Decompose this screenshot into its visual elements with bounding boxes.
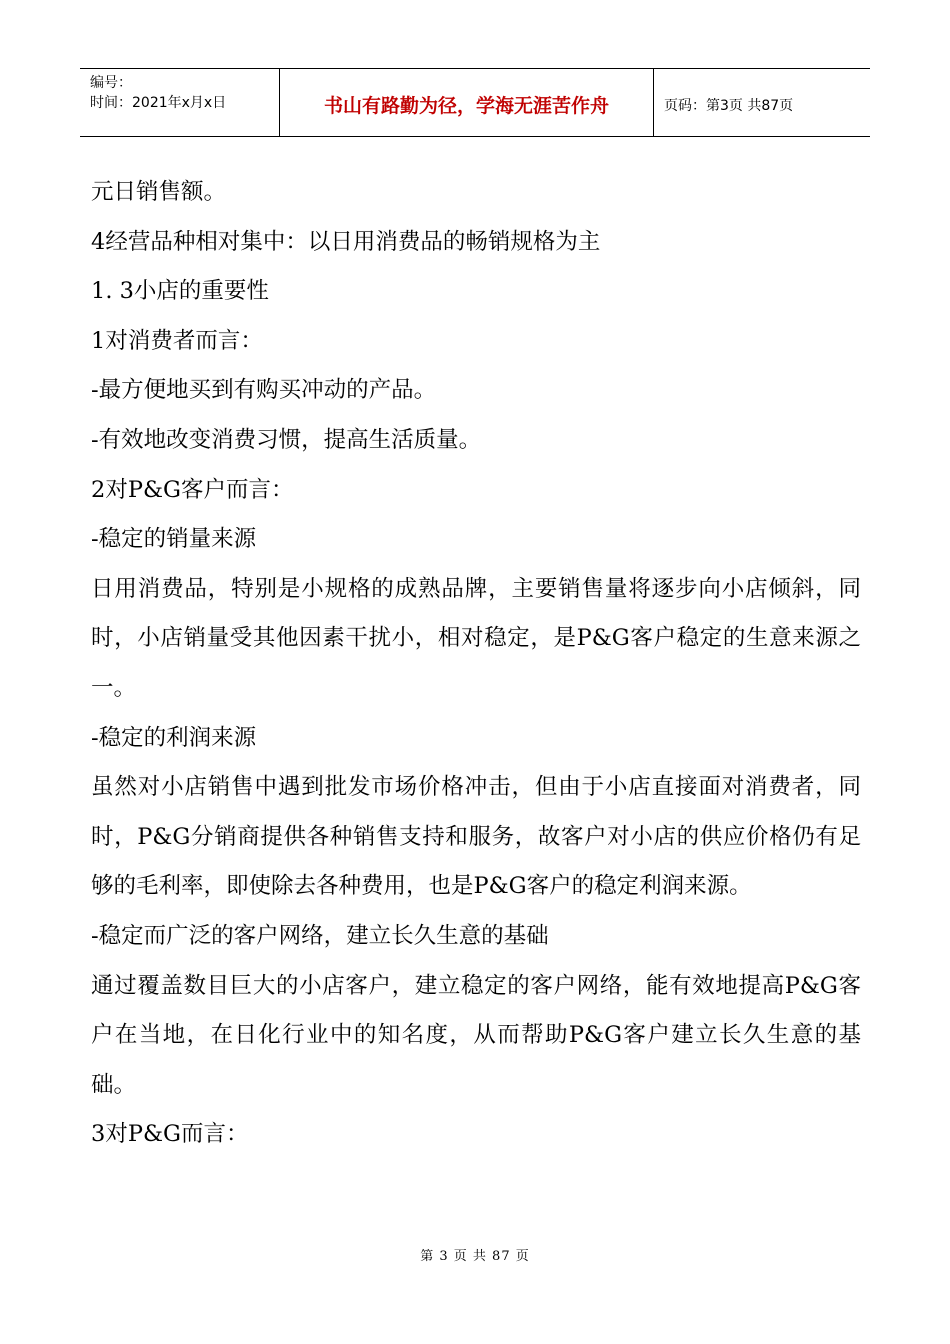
paragraph: 通过覆盖数目巨大的小店客户，建立稳定的客户网络，能有效地提高P&G客户在当地，在日化行业中的知名度，从而帮助P&G客户建立长久生意的基础。 bbox=[91, 972, 861, 1098]
paragraph: 虽然对小店销售中遇到批发市场价格冲击，但由于小店直接面对消费者，同时，P&G分销商提供各种销售支持和服务，故客户对小店的供应价格仍有足够的毛利率，即使除去各种费用，也是P&G客户的稳定利润来源。 bbox=[91, 774, 861, 900]
header-page-info: 页码：第3页 共87页 bbox=[664, 97, 794, 114]
paragraph: -最方便地买到有购买冲动的产品。 bbox=[91, 377, 437, 404]
document-body bbox=[91, 168, 861, 1160]
header-motto: 书山有路勤为径，学海无涯苦作舟 bbox=[280, 69, 654, 136]
paragraph: 4经营品种相对集中：以日用消费品的畅销规格为主 bbox=[91, 228, 601, 255]
page-header bbox=[80, 68, 870, 137]
paragraph: 3对P&G而言： bbox=[91, 1121, 249, 1148]
paragraph: 日用消费品，特别是小规格的成熟品牌，主要销售量将逐步向小店倾斜，同时，小店销量受其他因素干扰小，相对稳定，是P&G客户稳定的生意来源之一。 bbox=[91, 575, 861, 701]
header-code: 编号： bbox=[90, 75, 132, 91]
page-footer: 第 3 页 共 87 页 bbox=[420, 1249, 530, 1264]
header-date: 时间：2021年x月x日 bbox=[90, 95, 227, 111]
paragraph: -有效地改变消费习惯，提高生活质量。 bbox=[91, 426, 482, 453]
paragraph: -稳定而广泛的客户网络，建立长久生意的基础 bbox=[91, 922, 549, 949]
paragraph: -稳定的销量来源 bbox=[91, 526, 257, 553]
paragraph: 元日销售额。 bbox=[91, 179, 227, 205]
paragraph: 2对P&G客户而言： bbox=[91, 476, 294, 503]
paragraph: 1对消费者而言： bbox=[91, 327, 263, 354]
section-heading: 1. 3小店的重要性 bbox=[91, 278, 269, 305]
header-meta bbox=[80, 69, 280, 136]
paragraph: -稳定的利润来源 bbox=[91, 724, 257, 751]
